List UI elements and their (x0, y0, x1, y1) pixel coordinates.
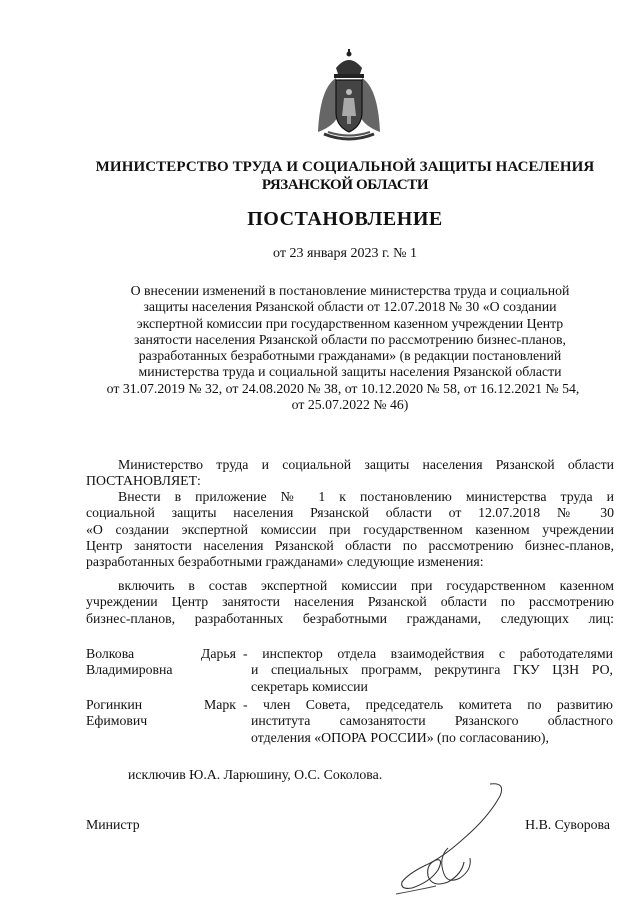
paragraph-line: Министерство труда и социальной защиты населения Рязанской области (118, 457, 614, 472)
member-role (243, 697, 613, 746)
excluding-clause: исключив Ю.А. Ларюшину, О.С. Соколова. (128, 767, 383, 782)
handwritten-signature-icon (378, 778, 528, 896)
member-name-line: Владимировна (86, 662, 173, 678)
member-role-line: - инспектор отдела взаимодействия с работодателями (243, 646, 613, 661)
member-name-line: Рогинкин Марк (86, 697, 236, 712)
member-role-line: института самозанятости Рязанского областного (251, 713, 613, 729)
member-name-line: Волкова Дарья (86, 646, 236, 661)
member-role-line: секретарь комиссии (251, 678, 368, 694)
member-role-line: и специальных программ, рекрутинга ГКУ ЦЗН РО, (251, 662, 613, 678)
paragraph-line: Центр занятости населения Рязанской области по рассмотрению бизнес-планов, (86, 537, 614, 553)
paragraph-line: бизнес-планов, разработанных безработными гражданами, следующих лиц: (86, 610, 614, 626)
paragraph-resolves (86, 457, 614, 490)
document-type: ПОСТАНОВЛЕНИЕ (247, 208, 443, 230)
paragraph-line: ПОСТАНОВЛЯЕТ: (86, 473, 201, 489)
title-line: от 25.07.2022 № 46) (291, 397, 409, 413)
title-line: министерства труда и социальной защиты населения Рязанской области (138, 364, 562, 380)
member-name (86, 697, 236, 730)
title-line: О внесении изменений в постановление министерства труда и социальной (130, 283, 570, 298)
ministry-name-line1: МИНИСТЕРСТВО ТРУДА И СОЦИАЛЬНОЙ ЗАЩИТЫ НАСЕЛЕНИЯ (95, 159, 595, 175)
member-role-line: - член Совета, председатель комитета по развитию (243, 697, 613, 712)
ministry-name-line2: РЯЗАНСКОЙ ОБЛАСТИ (261, 177, 429, 193)
title-line: защиты населения Рязанской области от 12.07.2018 № 30 «О создании (143, 299, 557, 315)
document-title (86, 283, 614, 413)
title-line: разработанных безработными гражданами» (в редакции постановлений (138, 348, 562, 364)
title-line: экспертной комиссии при государственном казенном учреждении Центр (136, 315, 564, 331)
title-line: занятости населения Рязанской области по рассмотрению бизнес-планов, (133, 331, 566, 347)
paragraph-amendment (86, 489, 614, 570)
paragraph-line: социальной защиты населения Рязанской области от 12.07.2018 № 30 (86, 505, 614, 521)
member-role (243, 646, 613, 695)
paragraph-line: учреждении Центр занятости населения Рязанской области по рассмотрению (86, 594, 614, 610)
member-name (86, 646, 236, 679)
ryazan-region-coat-of-arms-icon (314, 46, 384, 142)
paragraph-line: разработанных безработными гражданами» следующие изменения: (86, 554, 484, 570)
title-line: от 31.07.2019 № 32, от 24.08.2020 № 38, от 10.12.2020 № 58, от 16.12.2021 № 54, (106, 380, 580, 396)
paragraph-line: «О создании экспертной комиссии при государственном казенном учреждении (86, 521, 614, 537)
paragraph-line: Внести в приложение № 1 к постановлению министерства труда и (118, 489, 614, 504)
document-date-number: от 23 января 2023 г. № 1 (273, 246, 417, 261)
member-name-line: Ефимович (86, 713, 148, 729)
signatory-name: Н.В. Суворова (525, 817, 610, 832)
paragraph-include (86, 578, 614, 627)
paragraph-line: включить в состав экспертной комиссии при государственном казенном (118, 578, 614, 593)
signatory-title: Министр (86, 817, 140, 832)
member-role-line: отделения «ОПОРА РОССИИ» (по согласованию), (251, 729, 549, 745)
